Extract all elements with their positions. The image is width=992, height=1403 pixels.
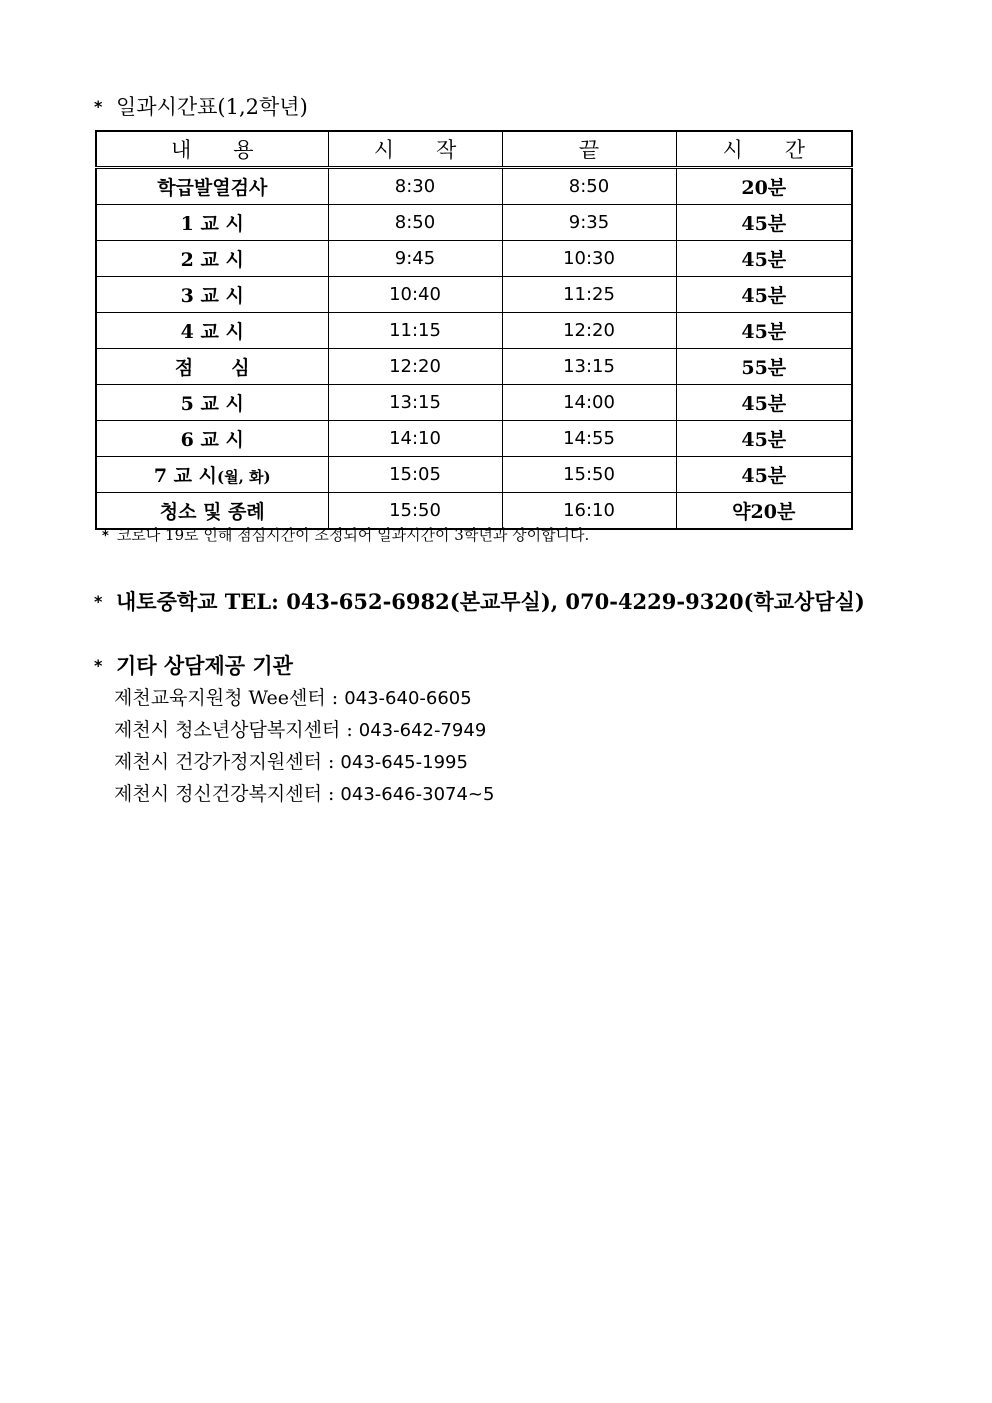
period-name-cell [96,277,328,313]
period-name-cell [96,168,328,205]
start-time: 10:40 [328,277,502,313]
schedule-title [94,91,308,121]
duration: 45분 [676,385,852,421]
end-time: 14:00 [502,385,676,421]
period-name: 2 교 시 [180,249,244,271]
agency-name: 제천교육지원청 Wee센터 : [114,687,345,709]
period-name: 5 교 시 [180,393,244,415]
period-name-cell [96,421,328,457]
bullet-icon: * [94,97,103,116]
period-name: 1 교 시 [180,213,244,235]
period-name: 6 교 시 [180,429,244,451]
table-header-row [96,131,852,168]
period-name-cell [96,241,328,277]
bullet-icon: * [94,592,103,611]
duration: 45분 [676,241,852,277]
header-start: 시 작 [328,131,502,168]
agency-phone: 043-645-1995 [340,752,468,773]
header-duration: 시 간 [676,131,852,168]
end-time: 12:20 [502,313,676,349]
note-text: 코로나 19로 인해 점심시간이 조정되어 일과시간이 3학년과 상이합니다. [116,526,590,544]
table-row [96,313,852,349]
period-name-cell [96,385,328,421]
end-time: 8:50 [502,168,676,205]
agency-item [114,747,468,774]
agency-phone: 043-642-7949 [358,720,487,741]
header-content: 내 용 [96,131,328,168]
period-name: 7 교 시 [153,465,218,487]
agency-item [114,715,486,742]
agency-phone: 043-646-3074~5 [340,784,495,805]
duration: 45분 [676,277,852,313]
agency-item [114,779,494,806]
period-name: 점 심 [174,357,250,379]
agency-item [114,683,472,710]
period-name-cell [96,205,328,241]
other-agencies-title-text: 기타 상담제공 기관 [116,653,293,678]
start-time: 8:50 [328,205,502,241]
period-name-cell [96,313,328,349]
agency-phone: 043-640-6605 [344,688,472,709]
school-contact [94,586,865,616]
duration: 55분 [676,349,852,385]
duration: 45분 [676,205,852,241]
duration: 45분 [676,313,852,349]
start-time: 15:05 [328,457,502,493]
start-time: 8:30 [328,168,502,205]
period-name-note: (월, 화) [217,468,271,486]
table-row [96,349,852,385]
period-name-cell [96,349,328,385]
start-time: 14:10 [328,421,502,457]
end-time: 10:30 [502,241,676,277]
school-contact-text: 내토중학교 TEL: 043-652-6982(본교무실), 070-4229-9320(학교상담실) [116,589,865,614]
table-row [96,385,852,421]
duration: 45분 [676,457,852,493]
period-name: 학급발열검사 [157,177,268,199]
start-time: 15:50 [328,493,502,530]
period-name: 3 교 시 [180,285,244,307]
period-name: 청소 및 종례 [159,501,265,523]
end-time: 9:35 [502,205,676,241]
header-end: 끝 [502,131,676,168]
period-name: 4 교 시 [180,321,244,343]
other-agencies-title [94,650,293,680]
start-time: 13:15 [328,385,502,421]
duration: 20분 [676,168,852,205]
table-row [96,241,852,277]
table-row [96,421,852,457]
start-time: 12:20 [328,349,502,385]
end-time: 16:10 [502,493,676,530]
schedule-title-text: 일과시간표(1,2학년) [116,95,308,119]
table-row [96,277,852,313]
start-time: 11:15 [328,313,502,349]
agency-name: 제천시 건강가정지원센터 : [114,751,341,773]
bullet-icon: * [102,529,109,544]
end-time: 15:50 [502,457,676,493]
schedule-note [102,524,589,545]
agency-name: 제천시 청소년상담복지센터 : [114,719,359,741]
schedule-table [95,130,853,530]
agency-name: 제천시 정신건강복지센터 : [114,783,341,805]
duration: 약20분 [676,493,852,530]
end-time: 11:25 [502,277,676,313]
duration: 45분 [676,421,852,457]
table-row [96,168,852,205]
table-row [96,457,852,493]
table-body [96,168,852,530]
end-time: 14:55 [502,421,676,457]
start-time: 9:45 [328,241,502,277]
bullet-icon: * [94,656,103,675]
table-row [96,205,852,241]
period-name-cell [96,457,328,493]
end-time: 13:15 [502,349,676,385]
